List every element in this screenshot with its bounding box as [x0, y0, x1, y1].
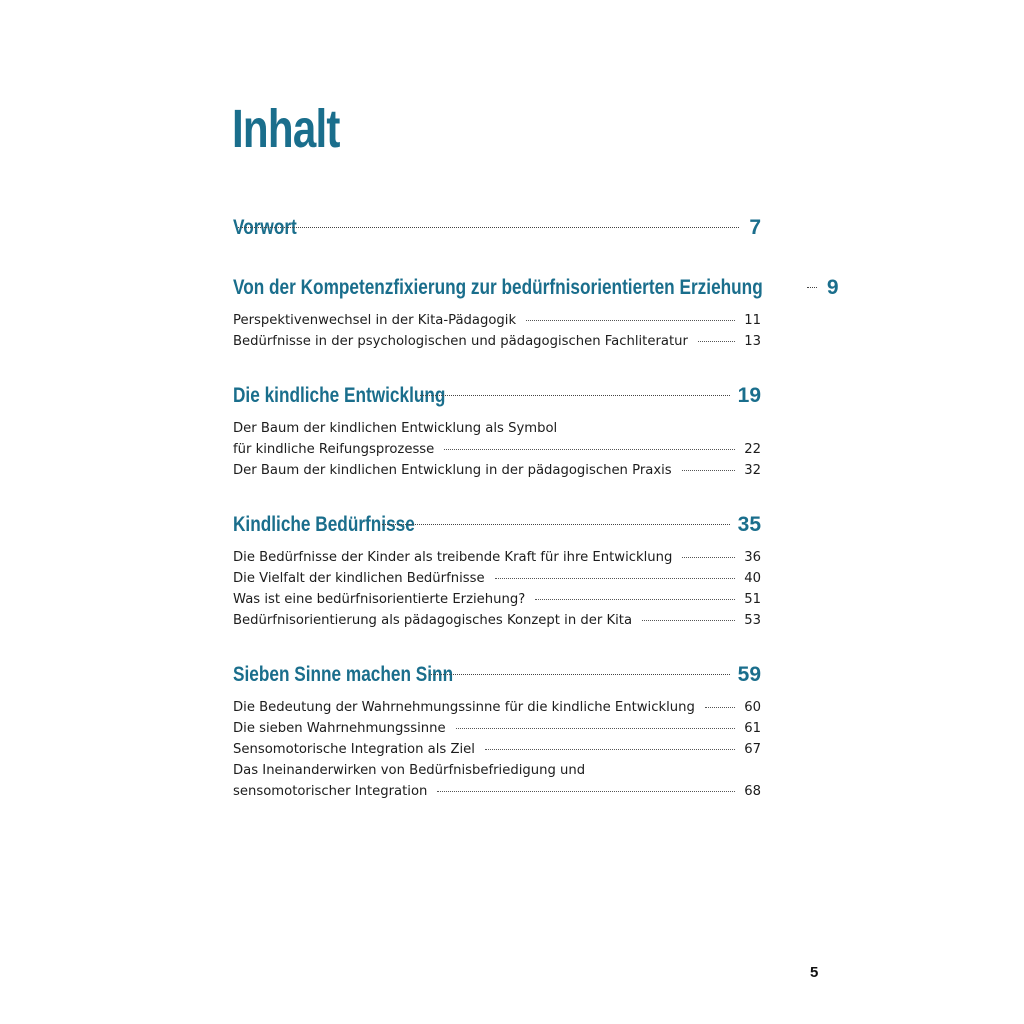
chapter-title: Vorwort — [233, 216, 297, 239]
entry-title: Die Bedürfnisse der Kinder als treibende Kraft für ihre Entwicklung — [233, 550, 673, 565]
entry-page: 11 — [744, 313, 761, 328]
dot-leader — [698, 341, 735, 342]
entry-title: sensomotorischer Integration — [233, 784, 428, 799]
entry-title: Bedürfnisorientierung als pädagogisches Konzept in der Kita — [233, 613, 633, 628]
dot-leader — [535, 599, 735, 600]
dot-leader — [495, 578, 735, 579]
entry-title: Sensomotorische Integration als Ziel — [233, 742, 475, 757]
chapter-page: 7 — [749, 216, 761, 239]
toc-entry[interactable] — [233, 781, 761, 802]
dot-leader — [682, 470, 735, 471]
dot-leader — [485, 749, 735, 750]
dot-leader — [682, 557, 735, 558]
entry-title: Was ist eine bedürfnisorientierte Erziehung? — [233, 592, 526, 607]
toc-entry[interactable] — [233, 739, 761, 760]
entry-page: 13 — [744, 334, 761, 349]
toc-entry[interactable] — [233, 610, 761, 631]
entry-page: 60 — [744, 700, 761, 715]
chapter-title: Von der Kompetenzfixierung zur bedürfnisorientierten Erziehung — [233, 276, 763, 299]
entry-page: 22 — [744, 442, 761, 457]
chapter-page: 9 — [826, 276, 839, 299]
chapter-page: 35 — [737, 513, 761, 536]
entry-page: 40 — [744, 571, 761, 586]
entry-title: Der Baum der kindlichen Entwicklung in der pädagogischen Praxis — [233, 463, 672, 478]
dot-leader — [437, 791, 735, 792]
chapter-page: 59 — [737, 663, 761, 686]
dot-leader — [444, 449, 735, 450]
chapter-page: 19 — [737, 384, 761, 407]
toc-chapter-heading[interactable] — [233, 212, 761, 244]
dot-leader — [642, 620, 735, 621]
dot-leader — [429, 674, 730, 675]
toc-chapter-heading[interactable] — [233, 659, 761, 691]
toc-section — [233, 659, 761, 802]
entry-title: Die Vielfalt der kindlichen Bedürfnisse — [233, 571, 485, 586]
page-number: 5 — [810, 964, 819, 981]
dot-leader — [456, 728, 735, 729]
dot-leader — [705, 707, 735, 708]
toc-entry-line: Das Ineinanderwirken von Bedürfnisbefriedigung und — [233, 763, 586, 778]
toc-section — [233, 509, 761, 631]
toc-entry[interactable] — [233, 589, 761, 610]
entry-title: für kindliche Reifungsprozesse — [233, 442, 435, 457]
toc-entry[interactable] — [233, 547, 761, 568]
entry-title: Perspektivenwechsel in der Kita-Pädagogik — [233, 313, 517, 328]
entry-page: 36 — [744, 550, 761, 565]
entry-page: 67 — [744, 742, 761, 757]
toc-entry[interactable] — [233, 460, 761, 481]
toc-section — [233, 212, 761, 244]
dot-leader — [807, 287, 817, 288]
toc-entry[interactable] — [233, 331, 761, 352]
entry-page: 68 — [744, 784, 761, 799]
dot-leader — [238, 227, 739, 228]
toc-entry[interactable] — [233, 439, 761, 460]
chapter-title: Die kindliche Entwicklung — [233, 384, 446, 407]
toc-entry[interactable] — [233, 718, 761, 739]
toc-chapter-heading[interactable] — [233, 272, 839, 304]
dot-leader — [526, 320, 735, 321]
entry-page: 51 — [744, 592, 761, 607]
toc-section — [233, 380, 761, 481]
entry-title: Die sieben Wahrnehmungssinne — [233, 721, 446, 736]
toc-section — [233, 272, 839, 352]
toc-entry[interactable] — [233, 310, 761, 331]
entry-page: 32 — [744, 463, 761, 478]
toc-chapter-heading[interactable] — [233, 509, 761, 541]
toc-entry[interactable] — [233, 697, 761, 718]
dot-leader — [420, 395, 730, 396]
table-of-contents — [233, 212, 839, 830]
entry-title: Bedürfnisse in der psychologischen und pädagogischen Fachliteratur — [233, 334, 688, 349]
toc-chapter-heading[interactable] — [233, 380, 761, 412]
page-title: Inhalt — [232, 99, 340, 159]
entry-title: Die Bedeutung der Wahrnehmungssinne für die kindliche Entwicklung — [233, 700, 695, 715]
toc-entry[interactable] — [233, 568, 761, 589]
entry-page: 53 — [744, 613, 761, 628]
dot-leader — [382, 524, 729, 525]
toc-entry-line: Der Baum der kindlichen Entwicklung als Symbol — [233, 421, 558, 436]
chapter-title: Kindliche Bedürfnisse — [233, 513, 415, 536]
chapter-title: Sieben Sinne machen Sinn — [233, 663, 454, 686]
entry-page: 61 — [744, 721, 761, 736]
